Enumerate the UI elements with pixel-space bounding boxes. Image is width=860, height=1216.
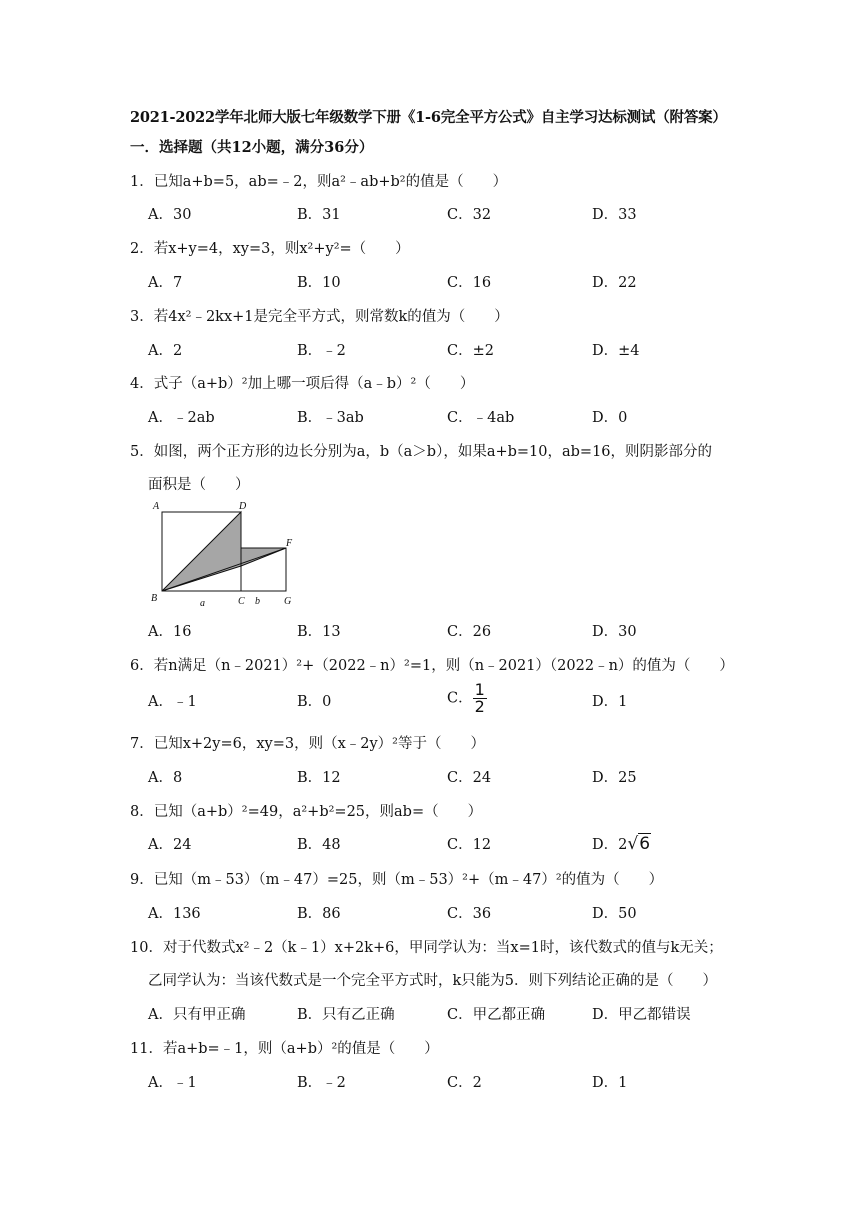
label-side-b: b [255, 596, 260, 607]
options-4 [148, 406, 768, 426]
options-1 [148, 203, 768, 223]
question-11: 11．若a+b=﹣1，则（a+b）²的值是（ ） [130, 1041, 439, 1057]
question-1: 1．已知a+b=5，ab=﹣2，则a²﹣ab+b²的值是（ ） [130, 174, 508, 190]
fraction-numerator: 1 [474, 680, 485, 699]
options-6 [148, 680, 768, 716]
section-heading: 一．选择题（共12小题，满分36分） [130, 139, 374, 156]
option-d[interactable]: D．1 [592, 1075, 628, 1091]
option-d[interactable]: D．22 [592, 275, 637, 291]
fraction-one-half [473, 682, 487, 715]
label-b-vertex: B [151, 593, 158, 604]
question-4: 4．式子（a+b）²加上哪一项后得（a﹣b）²（ ） [130, 376, 475, 392]
option-d-label: D．2 [592, 837, 628, 853]
option-c[interactable]: C．甲乙都正确 [447, 1007, 546, 1023]
label-f-vertex: F [286, 538, 293, 549]
option-c[interactable]: C．16 [447, 275, 492, 291]
option-c[interactable]: C．2 [447, 1075, 482, 1091]
page-title: 2021-2022学年北师大版七年级数学下册《1-6完全平方公式》自主学习达标测试（附答案） [130, 109, 727, 126]
option-b[interactable]: B．只有乙正确 [297, 1007, 395, 1023]
options-2 [148, 271, 768, 291]
question-5: 5．如图，两个正方形的边长分别为a，b（a＞b），如果a+b=10，ab=16，则阴影部分的 [130, 444, 713, 460]
radicand: 6 [639, 834, 651, 854]
question-6: 6．若n满足（n﹣2021）²+（2022﹣n）²=1，则（n﹣2021）（2022﹣n）的值为（ ） [130, 658, 734, 674]
label-c-vertex: C [238, 596, 245, 607]
option-a[interactable]: A．﹣2ab [148, 410, 215, 426]
question-5-continued: 面积是（ ） [148, 477, 250, 493]
option-c[interactable]: C．12 [447, 837, 492, 853]
option-b[interactable]: B．48 [297, 837, 341, 853]
option-c[interactable]: C．24 [447, 770, 492, 786]
question-9: 9．已知（m﹣53）（m﹣47）=25，则（m﹣53）²+（m﹣47）²的值为（ ） [130, 872, 664, 888]
option-a[interactable]: A．136 [148, 906, 201, 922]
label-side-a: a [200, 598, 205, 609]
option-b[interactable]: B．﹣2 [297, 343, 346, 359]
options-7 [148, 766, 768, 786]
option-d[interactable]: D．33 [592, 207, 637, 223]
option-a[interactable]: A．8 [148, 770, 183, 786]
option-b[interactable]: B．0 [297, 694, 332, 710]
option-b[interactable]: B．﹣3ab [297, 410, 364, 426]
option-a[interactable]: A．只有甲正确 [148, 1007, 246, 1023]
option-c[interactable]: C．36 [447, 906, 492, 922]
option-b[interactable]: B．10 [297, 275, 341, 291]
option-c[interactable]: C．±2 [447, 343, 494, 359]
option-c-label: C． [447, 690, 473, 707]
option-d[interactable]: D．0 [592, 410, 628, 426]
options-5 [148, 620, 768, 640]
option-a[interactable]: A．2 [148, 343, 183, 359]
option-d[interactable]: D．30 [592, 624, 637, 640]
options-8 [148, 833, 768, 853]
option-d[interactable] [592, 833, 651, 854]
question-3: 3．若4x²﹣2kx+1是完全平方式，则常数k的值为（ ） [130, 309, 509, 325]
option-d[interactable]: D．±4 [592, 343, 640, 359]
option-d[interactable]: D．25 [592, 770, 637, 786]
option-a[interactable]: A．30 [148, 207, 192, 223]
label-g-vertex: G [284, 596, 292, 607]
option-b[interactable]: B．86 [297, 906, 341, 922]
question-10-continued: 乙同学认为：当该代数式是一个完全平方式时，k只能为5．则下列结论正确的是（ ） [148, 973, 718, 989]
options-3 [148, 339, 768, 359]
option-d[interactable]: D．甲乙都错误 [592, 1007, 691, 1023]
square-root-six: √6 [627, 834, 651, 854]
option-a[interactable]: A．16 [148, 624, 192, 640]
question-2: 2．若x+y=4，xy=3，则x²+y²=（ ） [130, 241, 410, 257]
option-c[interactable]: C．﹣4ab [447, 410, 515, 426]
option-c[interactable]: C．32 [447, 207, 492, 223]
options-9 [148, 902, 768, 922]
option-c[interactable] [447, 682, 487, 715]
option-d[interactable]: D．1 [592, 694, 628, 710]
label-d-vertex: D [239, 501, 247, 512]
shaded-triangle-large [162, 512, 241, 591]
question-10: 10．对于代数式x²﹣2（k﹣1）x+2k+6，甲同学认为：当x=1时，该代数式的值与k无关； [130, 940, 723, 956]
option-b[interactable]: B．﹣2 [297, 1075, 346, 1091]
option-b[interactable]: B．31 [297, 207, 341, 223]
option-a[interactable]: A．7 [148, 275, 183, 291]
option-b[interactable]: B．13 [297, 624, 341, 640]
option-c[interactable]: C．26 [447, 624, 492, 640]
question-8: 8．已知（a+b）²=49，a²+b²=25，则ab=（ ） [130, 804, 483, 820]
option-b[interactable]: B．12 [297, 770, 341, 786]
options-11 [148, 1071, 768, 1091]
option-d[interactable]: D．50 [592, 906, 637, 922]
fraction-denominator: 2 [474, 697, 485, 716]
option-a[interactable]: A．﹣1 [148, 1075, 197, 1091]
option-a[interactable]: A．﹣1 [148, 694, 197, 710]
label-a-vertex: A [153, 501, 160, 512]
squares-figure [146, 496, 306, 612]
question-7: 7．已知x+2y=6，xy=3，则（x﹣2y）²等于（ ） [130, 736, 485, 752]
option-a[interactable]: A．24 [148, 837, 192, 853]
options-10 [148, 1003, 768, 1023]
